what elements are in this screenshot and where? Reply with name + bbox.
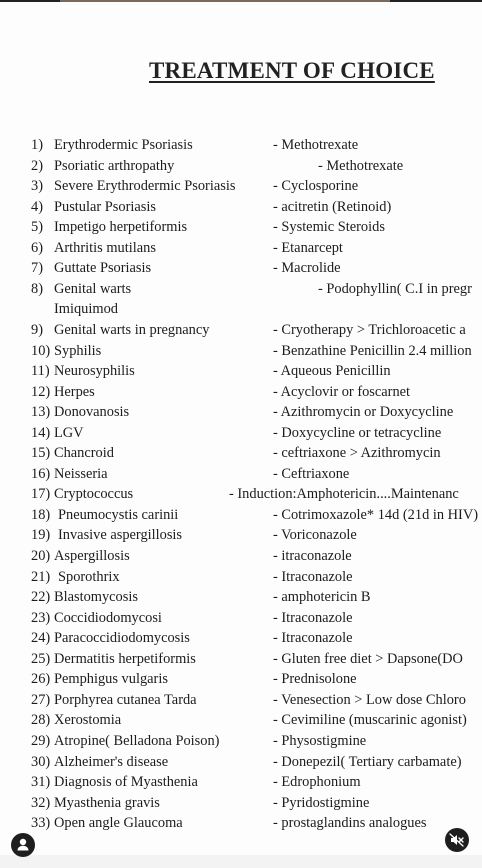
list-item (0, 402, 482, 422)
condition-label: Erythrodermic Psoriasis (54, 137, 193, 153)
list-item (0, 752, 482, 772)
treatment-label: - Cyclosporine (273, 178, 359, 195)
list-item (0, 669, 482, 689)
condition-label: Invasive aspergillosis (58, 527, 183, 544)
item-number: 33) (31, 815, 51, 832)
treatment-label: - Etanarcept (273, 239, 343, 256)
condition-label: Alzheimer's disease (54, 753, 169, 770)
condition-label: Myasthenia gravis (54, 794, 160, 811)
list-item (0, 710, 482, 730)
treatment-label: - Cryotherapy > Trichloroacetic a (273, 321, 466, 338)
list-item (0, 464, 482, 484)
condition-label: Guttate Psoriasis (54, 260, 152, 277)
list-item (0, 423, 482, 443)
list-item (0, 197, 482, 217)
condition-label: Xerostomia (54, 712, 122, 729)
treatment-label: - Methotrexate (318, 157, 404, 174)
list-item (0, 484, 482, 504)
item-number: 12) (31, 383, 51, 400)
item-number: 19) (31, 527, 51, 544)
list-item (0, 238, 482, 258)
list-item (0, 690, 482, 710)
condition-label: Imiquimod (54, 301, 118, 318)
list-item (0, 320, 482, 340)
item-number: 16) (31, 465, 51, 482)
treatment-label: - Benzathine Penicillin 2.4 million (273, 342, 472, 359)
item-number: 27) (31, 691, 51, 708)
condition-label: Atropine( Belladona Poison) (54, 732, 220, 749)
list-item (0, 258, 482, 278)
condition-label: Neurosyphilis (54, 363, 135, 380)
treatment-label: - Doxycycline or tetracycline (273, 424, 442, 441)
treatment-label: - itraconazole (273, 548, 352, 564)
item-number: 4) (31, 198, 43, 215)
user-avatar-icon[interactable] (11, 833, 35, 857)
treatment-label: - Methotrexate (273, 137, 359, 153)
treatment-label: - Systemic Steroids (273, 219, 385, 236)
item-number: 9) (31, 321, 43, 338)
item-number: 13) (31, 404, 51, 421)
treatment-label: - Edrophonium (273, 774, 361, 791)
list-item (0, 546, 482, 566)
list-item (0, 135, 482, 155)
item-number: 8) (31, 280, 43, 297)
person-icon (11, 833, 35, 857)
item-number: 21) (31, 568, 51, 585)
list-item (0, 587, 482, 607)
treatment-label: - Cevimiline (muscarinic agonist) (273, 712, 467, 729)
item-number: 25) (31, 650, 51, 667)
item-number: 11) (31, 363, 50, 380)
condition-label: Donovanosis (54, 404, 130, 421)
condition-label: LGV (54, 424, 84, 441)
list-item (0, 567, 482, 587)
list-item (0, 279, 482, 299)
mute-button[interactable] (445, 828, 469, 852)
page-title: TREATMENT OF CHOICE (149, 58, 435, 83)
treatment-label: - acitretin (Retinoid) (273, 198, 392, 215)
item-number: 17) (31, 486, 51, 503)
treatment-label: - Itraconazole (273, 609, 353, 626)
list-item (0, 443, 482, 463)
treatment-label: - Acyclovir or foscarnet (273, 383, 411, 400)
condition-label: Arthritis mutilans (54, 239, 156, 256)
list-item (0, 772, 482, 792)
treatment-label: - Cotrimoxazole* 14d (21d in HIV) (273, 506, 479, 523)
treatment-label: - Prednisolone (273, 671, 357, 688)
item-number: 3) (31, 178, 43, 195)
list-item (0, 628, 482, 648)
item-number: 20) (31, 548, 51, 564)
item-number: 2) (31, 157, 43, 174)
condition-label: Blastomycosis (54, 589, 138, 606)
treatment-label: - Ceftriaxone (273, 465, 350, 482)
item-number: 18) (31, 506, 51, 523)
condition-label: Herpes (54, 383, 95, 400)
list-item (0, 813, 482, 833)
condition-label: Pemphigus vulgaris (54, 671, 168, 688)
treatment-label: - Itraconazole (273, 568, 353, 585)
condition-label: Chancroid (54, 445, 114, 462)
condition-label: Sporothrix (58, 568, 120, 585)
treatment-label: - prostaglandins analogues (273, 815, 427, 832)
condition-label: Genital warts (54, 280, 132, 297)
item-number: 26) (31, 671, 51, 688)
treatment-label: - Induction:Amphotericin....Maintenanc (229, 486, 459, 503)
condition-label: Syphilis (54, 342, 102, 359)
list-item (0, 299, 482, 319)
treatment-label: - Gluten free diet > Dapsone(DO (273, 650, 463, 667)
bottom-bar (0, 855, 482, 868)
treatment-label: - Pyridostigmine (273, 794, 370, 811)
treatment-label: - Macrolide (273, 260, 341, 277)
list-item (0, 361, 482, 381)
condition-label: Pneumocystis carinii (58, 506, 179, 523)
condition-label: Open angle Glaucoma (54, 815, 183, 832)
treatment-label: - Azithromycin or Doxycycline (273, 404, 454, 421)
list-item (0, 505, 482, 525)
list-item (0, 525, 482, 545)
treatment-label: - ceftriaxone > Azithromycin (273, 445, 441, 462)
list-item (0, 176, 482, 196)
condition-label: Severe Erythrodermic Psoriasis (54, 178, 236, 195)
item-number: 24) (31, 630, 51, 647)
condition-label: Genital warts in pregnancy (54, 321, 210, 338)
treatment-label: - Itraconazole (273, 630, 353, 647)
condition-label: Dermatitis herpetiformis (54, 650, 196, 667)
treatment-label: - amphotericin B (273, 589, 371, 606)
item-number: 28) (31, 712, 51, 729)
list-item (0, 382, 482, 402)
speaker-muted-icon (445, 828, 469, 852)
treatment-label: - Physostigmine (273, 732, 367, 749)
condition-label: Neisseria (54, 465, 108, 482)
item-number: 10) (31, 342, 51, 359)
list-item (0, 156, 482, 176)
item-number: 1) (31, 137, 43, 153)
treatment-label: - Donepezil( Tertiary carbamate) (273, 753, 462, 770)
item-number: 32) (31, 794, 51, 811)
item-number: 5) (31, 219, 43, 236)
condition-label: Paracoccidiodomycosis (54, 630, 190, 647)
list-item (0, 649, 482, 669)
treatment-label: - Aqueous Penicillin (273, 363, 391, 380)
item-number: 23) (31, 609, 51, 626)
list-item (0, 608, 482, 628)
condition-label: Psoriatic arthropathy (54, 157, 175, 174)
item-number: 22) (31, 589, 51, 606)
treatment-label: - Podophyllin( C.I in pregr (318, 280, 472, 297)
condition-label: Diagnosis of Myasthenia (54, 774, 198, 791)
condition-label: Impetigo herpetiformis (54, 219, 188, 236)
item-number: 7) (31, 260, 43, 277)
item-number: 31) (31, 774, 51, 791)
condition-label: Coccidiodomycosi (54, 609, 162, 626)
list-item (0, 341, 482, 361)
item-number: 30) (31, 753, 51, 770)
item-number: 14) (31, 424, 51, 441)
condition-label: Cryptococcus (54, 486, 134, 503)
treatment-label: - Voriconazole (273, 527, 357, 544)
condition-label: Aspergillosis (54, 548, 130, 564)
item-number: 29) (31, 732, 51, 749)
list-item (0, 217, 482, 237)
item-number: 6) (31, 239, 43, 256)
condition-label: Pustular Psoriasis (54, 198, 156, 215)
list-item (0, 793, 482, 813)
condition-label: Porphyrea cutanea Tarda (54, 691, 197, 708)
treatment-label: - Venesection > Low dose Chloro (273, 691, 466, 708)
item-number: 15) (31, 445, 51, 462)
list-item (0, 731, 482, 751)
